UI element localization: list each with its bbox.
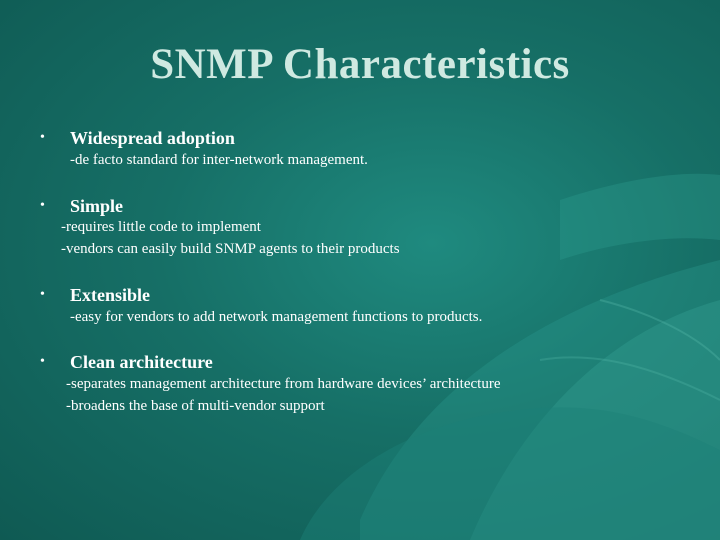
item-detail-line: -easy for vendors to add network management functions to products. bbox=[70, 309, 483, 325]
slide-title: SNMP Characteristics bbox=[150, 41, 570, 88]
item-detail-line: -de facto standard for inter-network management. bbox=[70, 152, 368, 168]
item-detail-line: -broadens the base of multi-vendor support bbox=[66, 398, 325, 414]
item-detail-line: -vendors can easily build SNMP agents to their products bbox=[61, 241, 400, 257]
item-heading: Extensible bbox=[70, 285, 151, 305]
item-detail-line: -separates management architecture from hardware devices’ architecture bbox=[66, 376, 501, 392]
item-heading: Clean architecture bbox=[70, 352, 213, 372]
item-heading: Simple bbox=[70, 196, 124, 216]
bullet-glyph: • bbox=[40, 130, 45, 145]
item-detail-line: -requires little code to implement bbox=[61, 219, 261, 235]
bullet-glyph: • bbox=[40, 287, 45, 302]
bullet-glyph: • bbox=[40, 354, 45, 369]
item-heading: Widespread adoption bbox=[70, 128, 235, 148]
bullet-glyph: • bbox=[40, 198, 45, 213]
